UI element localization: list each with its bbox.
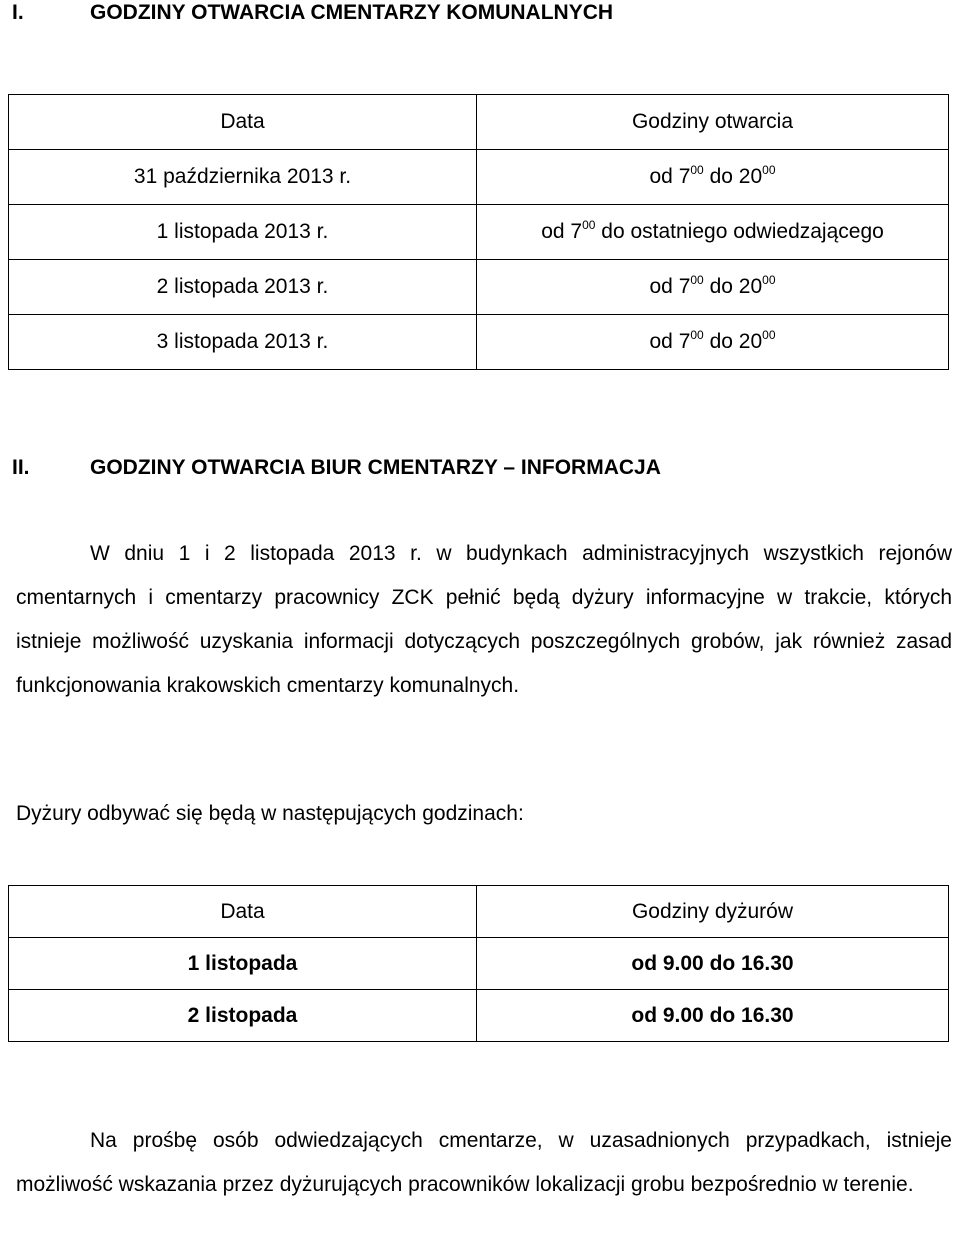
table-row (9, 260, 949, 315)
cemetery-hours-table (8, 94, 949, 370)
hours-from-minutes: 00 (690, 273, 704, 287)
hours-to-minutes: 00 (762, 163, 776, 177)
table-row (9, 990, 949, 1042)
row-date: 3 listopada 2013 r. (9, 315, 477, 370)
hours-to: do 20 (709, 330, 763, 353)
hours-from-minutes: 00 (690, 328, 704, 342)
row-date: 1 listopada 2013 r. (9, 205, 477, 260)
table-header-row (9, 886, 949, 938)
grave-location-paragraph (16, 1119, 952, 1207)
header-date: Data (9, 95, 477, 150)
hours-to-minutes: 00 (762, 328, 776, 342)
duty-hours-intro: Dyżury odbywać się będą w następujących godzinach: (16, 802, 524, 825)
header-opening-hours: Godziny otwarcia (477, 95, 949, 150)
table-row (9, 938, 949, 990)
row-date: 1 listopada (9, 938, 477, 990)
section-1-title: GODZINY OTWARCIA CMENTARZY KOMUNALNYCH (90, 1, 614, 24)
section-2-heading (12, 456, 661, 480)
hours-to: do ostatniego odwiedzającego (601, 220, 884, 243)
header-date: Data (9, 886, 477, 938)
row-hours (477, 260, 949, 315)
row-hours (477, 315, 949, 370)
row-hours (477, 205, 949, 260)
row-duty-hours: od 9.00 do 16.30 (477, 938, 949, 990)
hours-from: od 7 (541, 220, 583, 243)
hours-from-minutes: 00 (690, 163, 704, 177)
hours-from: od 7 (649, 330, 691, 353)
row-date: 31 października 2013 r. (9, 150, 477, 205)
row-hours (477, 150, 949, 205)
office-duty-paragraph (16, 532, 952, 708)
grave-location-text: Na prośbę osób odwiedzających cmentarze, w uzasadnionych przypadkach, istnieje możliwość wskazania przez dyżurujących pracowników lokalizacji grobu bezpośrednio w terenie. (16, 1129, 952, 1196)
hours-to: do 20 (709, 165, 763, 188)
section-2-title: GODZINY OTWARCIA BIUR CMENTARZY – INFORMACJA (90, 456, 661, 479)
hours-from-minutes: 00 (582, 218, 596, 232)
hours-to-minutes: 00 (762, 273, 776, 287)
hours-from: od 7 (649, 165, 691, 188)
row-date: 2 listopada 2013 r. (9, 260, 477, 315)
hours-to: do 20 (709, 275, 763, 298)
header-duty-hours: Godziny dyżurów (477, 886, 949, 938)
office-duty-text: W dniu 1 i 2 listopada 2013 r. w budynkach administracyjnych wszystkich rejonów cmentarnych i cmentarzy pracownicy ZCK pełnić będą dyżury informacyjne w trakcie, których istnieje możliwość uzyskania informacji dotyczących poszczególnych grobów, jak również zasad funkcjonowania krakowskich cmentarzy komunalnych. (16, 542, 952, 697)
section-1-heading (12, 1, 613, 25)
table-header-row (9, 95, 949, 150)
table-row (9, 150, 949, 205)
row-duty-hours: od 9.00 do 16.30 (477, 990, 949, 1042)
table-row (9, 315, 949, 370)
duty-hours-table (8, 885, 949, 1042)
hours-from: od 7 (649, 275, 691, 298)
table-row (9, 205, 949, 260)
row-date: 2 listopada (9, 990, 477, 1042)
section-2-number: II. (12, 456, 30, 479)
section-1-number: I. (12, 1, 24, 24)
